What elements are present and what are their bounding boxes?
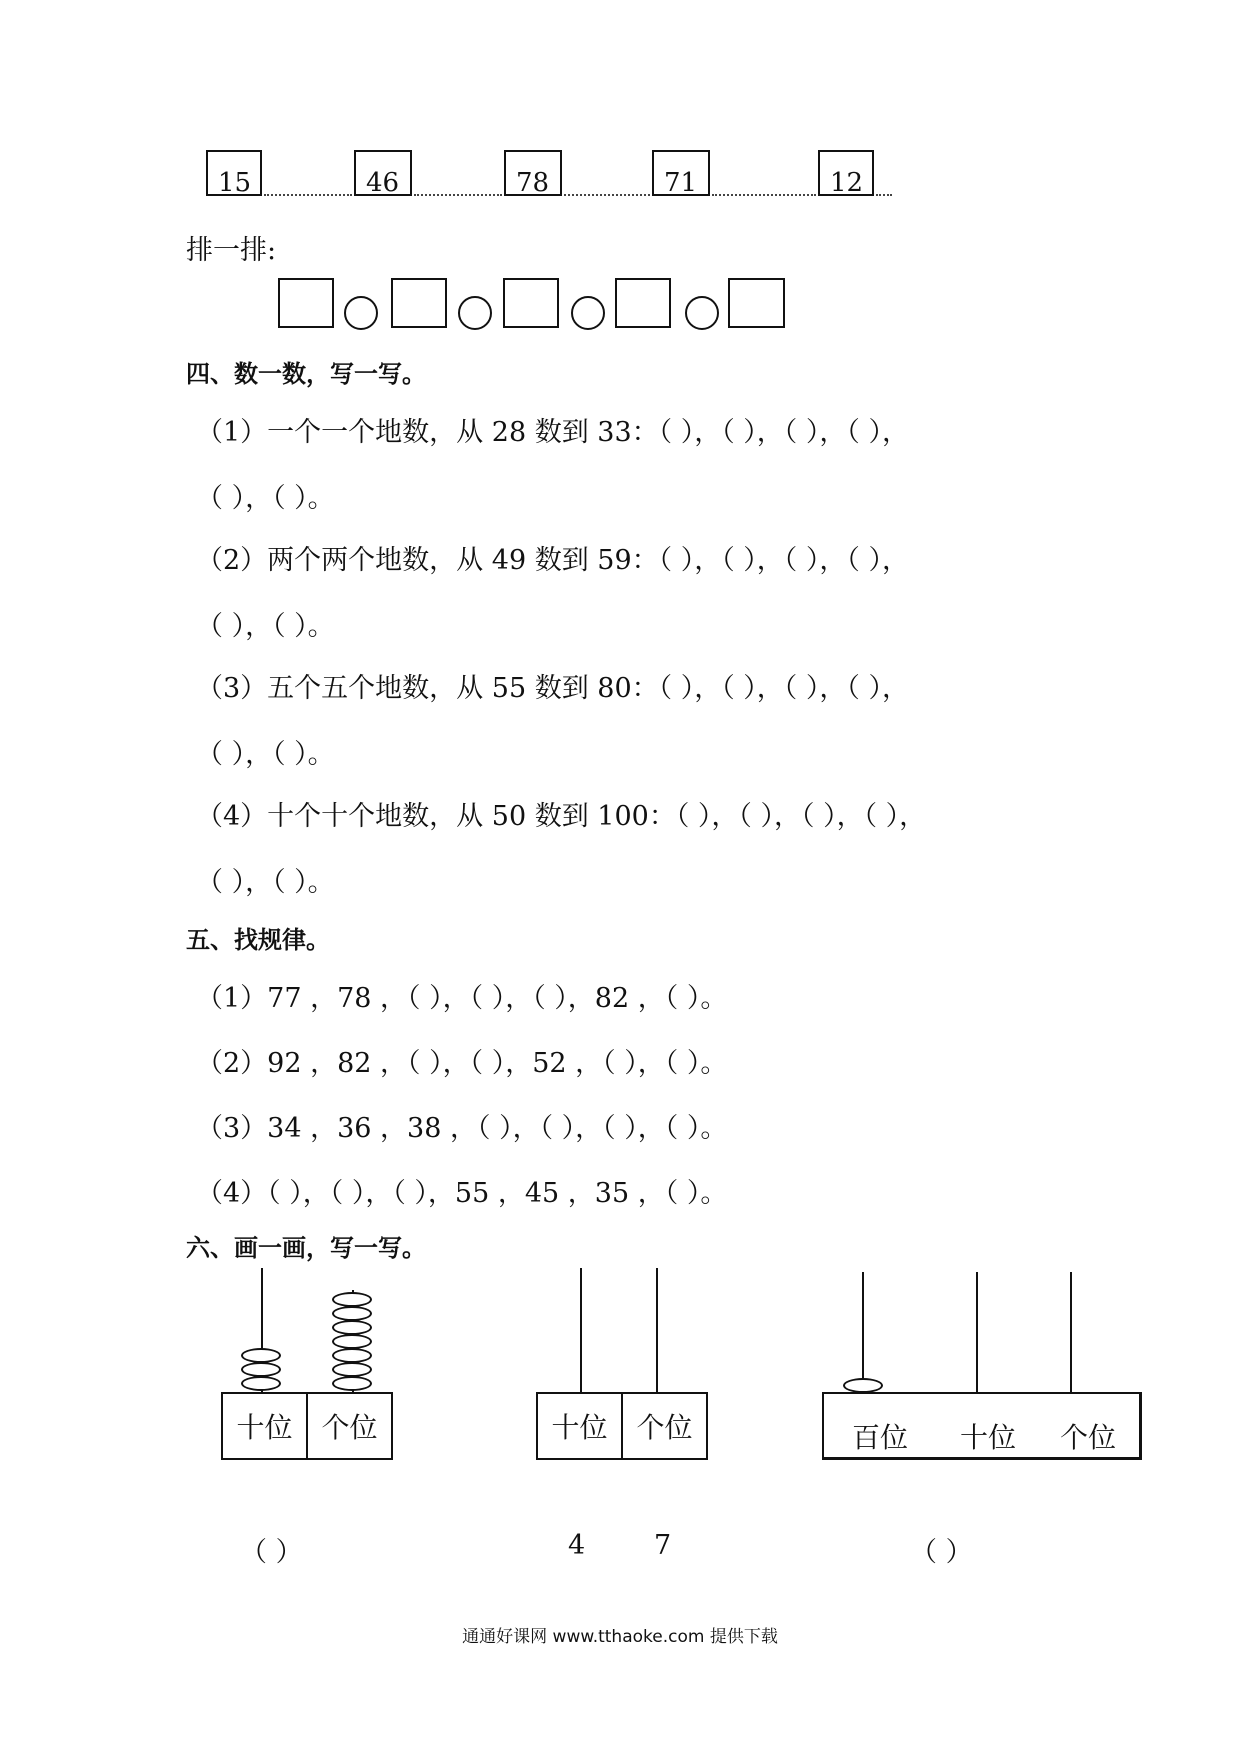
- hundreds-label: 百位: [851, 1420, 908, 1454]
- answer-box[interactable]: [615, 278, 671, 328]
- dotted-line: [414, 194, 502, 196]
- answer-box[interactable]: [391, 278, 447, 328]
- count-question-line: （ ），（ ）。: [196, 867, 335, 898]
- ones-label: 个位: [321, 1411, 378, 1444]
- compare-circle[interactable]: [458, 296, 492, 330]
- number-box: 12: [818, 150, 874, 196]
- answer-box[interactable]: [728, 278, 785, 328]
- compare-circle[interactable]: [571, 296, 605, 330]
- answer-box[interactable]: [503, 278, 559, 328]
- tens-label: 十位: [538, 1394, 623, 1458]
- number-box: 46: [354, 150, 412, 196]
- abacus-rod: [580, 1268, 582, 1392]
- bead: [332, 1376, 372, 1391]
- count-question-line: （3）五个五个地数，从 55 数到 80：（ ），（ ），（ ），（ ），: [196, 673, 909, 704]
- dotted-line: [712, 194, 816, 196]
- footer-credit: 通通好课网 www.tthaoke.com 提供下载: [462, 1627, 778, 1647]
- compare-circle[interactable]: [344, 296, 378, 330]
- compare-circle[interactable]: [685, 296, 719, 330]
- count-question-line: （ ），（ ）。: [196, 483, 335, 514]
- abacus-base: [536, 1392, 708, 1460]
- tens-label: 十位: [959, 1420, 1016, 1454]
- count-question-line: （1）一个一个地数，从 28 数到 33：（ ），（ ），（ ），（ ），: [196, 417, 909, 448]
- tens-label: 十位: [223, 1394, 308, 1458]
- abacus-rod: [1070, 1272, 1072, 1392]
- count-question-line: （ ），（ ）。: [196, 611, 335, 642]
- section5-heading: 五、找规律。: [186, 925, 330, 954]
- number-box: 71: [652, 150, 710, 196]
- bead: [332, 1320, 372, 1335]
- dotted-line: [876, 194, 892, 196]
- pattern-line: （3）34 ，36 ，38 ，（ ），（ ），（ ），（ ）。: [196, 1113, 728, 1144]
- answer-box[interactable]: [278, 278, 334, 328]
- ones-label: 个位: [1059, 1420, 1116, 1454]
- dotted-line: [564, 194, 650, 196]
- bead: [241, 1376, 281, 1391]
- count-question-line: （ ），（ ）。: [196, 739, 335, 770]
- abacus-base: [822, 1392, 1142, 1460]
- ones-label: 个位: [636, 1411, 693, 1444]
- abacus-rod: [656, 1268, 658, 1392]
- pattern-line: （2）92 ，82 ，（ ），（ ），52 ，（ ），（ ）。: [196, 1048, 728, 1079]
- count-question-line: （4）十个十个地数，从 50 数到 100：（ ），（ ），（ ），（ ），: [196, 801, 927, 832]
- section6-heading: 六、画一画，写一写。: [186, 1233, 426, 1262]
- pattern-line: （1）77 ，78 ，（ ），（ ），（ ），82 ，（ ）。: [196, 983, 728, 1014]
- dotted-line: [264, 194, 352, 196]
- abacus-rod: [976, 1272, 978, 1392]
- count-question-line: （2）两个两个地数，从 49 数到 59：（ ），（ ），（ ），（ ），: [196, 545, 909, 576]
- section4-heading: 四、数一数，写一写。: [186, 359, 426, 388]
- abacus-answer[interactable]: （ ）: [240, 1537, 303, 1568]
- abacus-answer[interactable]: （ ）: [910, 1537, 973, 1568]
- number-box: 15: [206, 150, 262, 196]
- number-box: 78: [504, 150, 562, 196]
- abacus-rod: [862, 1272, 864, 1386]
- abacus-base: [221, 1392, 393, 1460]
- bead: [332, 1306, 372, 1321]
- bead: [843, 1378, 883, 1393]
- sort-label: 排一排:: [186, 235, 277, 266]
- ones-digit: 7: [654, 1530, 672, 1561]
- bead: [241, 1348, 281, 1363]
- bead: [332, 1292, 372, 1307]
- bead: [332, 1334, 372, 1349]
- bead: [332, 1362, 372, 1377]
- pattern-line: （4）（ ），（ ），（ ），55 ，45 ，35 ，（ ）。: [196, 1178, 728, 1209]
- bead: [332, 1348, 372, 1363]
- bead: [241, 1362, 281, 1377]
- tens-digit: 4: [568, 1530, 586, 1561]
